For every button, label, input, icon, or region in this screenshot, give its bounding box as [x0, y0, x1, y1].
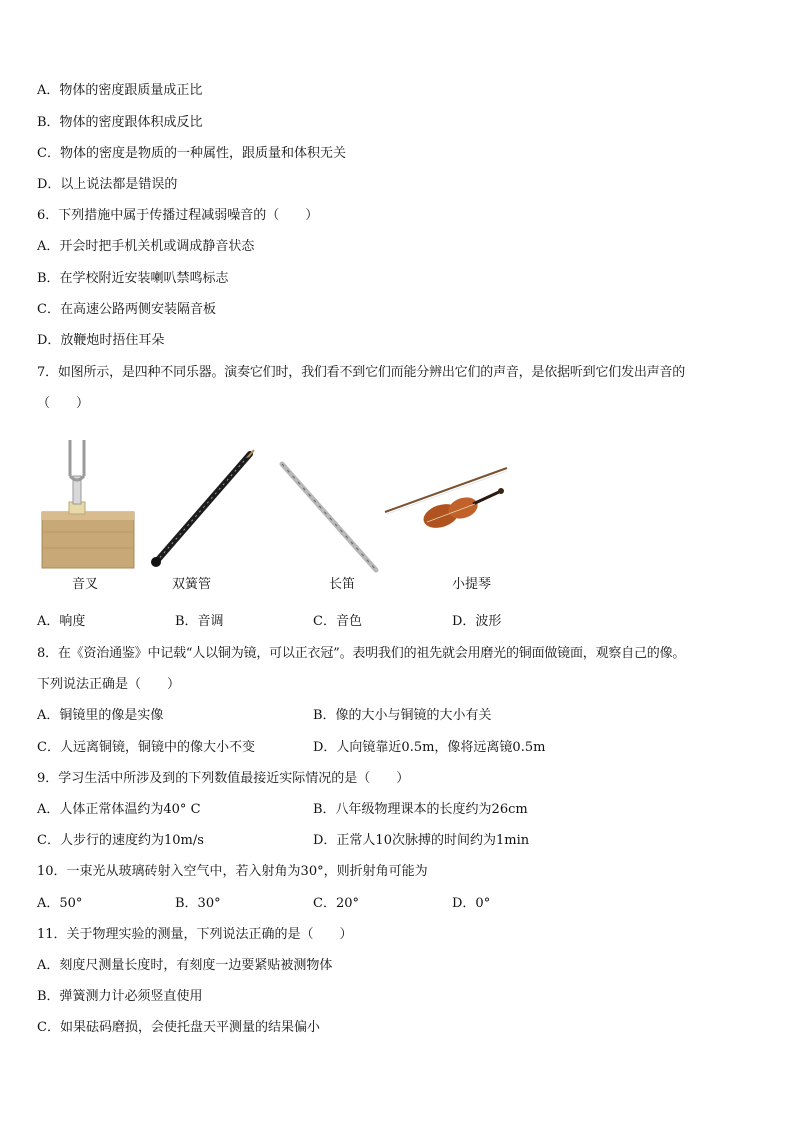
q5-option-d: D．以上说法都是错误的 [37, 177, 178, 192]
q5-option-a: A．物体的密度跟质量成正比 [37, 83, 203, 98]
caption-flute: 长笛 [329, 577, 356, 592]
q5-option-b: B．物体的密度跟体积成反比 [37, 115, 203, 130]
q7-stem: 7．如图所示，是四种不同乐器。演奏它们时，我们看不到它们而能分辨出它们的声音，是依据听到它们发出声音的 [37, 365, 686, 380]
q9-option-a: A．人体正常体温约为40° C [37, 802, 201, 817]
q10-option-d: D．0° [452, 896, 491, 911]
q6-option-c: C．在高速公路两侧安装隔音板 [37, 302, 216, 317]
q8-option-b: B．像的大小与铜镜的大小有关 [313, 708, 492, 723]
q10-option-b: B．30° [175, 896, 221, 911]
q7-option-b: B．音调 [175, 614, 224, 629]
q8-stem: 8．在《资治通鉴》中记载“人以铜为镜，可以正衣冠”。表明我们的祖先就会用磨光的铜面做镜面，观察自己的像。 [37, 646, 686, 661]
q8-option-a: A．铜镜里的像是实像 [37, 708, 164, 723]
flute-image [278, 460, 382, 576]
q11-option-a: A．刻度尺测量长度时，有刻度一边要紧贴被测物体 [37, 958, 333, 973]
q6-option-d: D．放鞭炮时捂住耳朵 [37, 333, 165, 348]
q6-option-a: A．开会时把手机关机或调成静音状态 [37, 239, 255, 254]
q9-option-c: C．人步行的速度约为10m/s [37, 833, 204, 848]
q11-option-b: B．弹簧测力计必须竖直使用 [37, 989, 203, 1004]
q7-stem-continued: （ ） [37, 396, 90, 411]
q6-option-b: B．在学校附近安装喇叭禁鸣标志 [37, 271, 229, 286]
caption-violin: 小提琴 [452, 577, 492, 592]
violin-image [383, 462, 511, 538]
tuning-fork-image [40, 436, 136, 570]
q9-stem: 9．学习生活中所涉及到的下列数值最接近实际情况的是（ ） [37, 771, 410, 786]
q9-option-d: D．正常人10次脉搏的时间约为1min [313, 833, 530, 848]
q9-option-b: B．八年级物理课本的长度约为26cm [313, 802, 528, 817]
q6-stem: 6．下列措施中属于传播过程减弱噪音的（ ） [37, 208, 319, 223]
q8-option-c: C．人远离铜镜，铜镜中的像大小不变 [37, 740, 255, 755]
caption-tuning-fork: 音叉 [72, 577, 99, 592]
q11-stem: 11．关于物理实验的测量，下列说法正确的是（ ） [37, 927, 353, 942]
q7-option-c: C．音色 [313, 614, 362, 629]
q7-option-d: D．波形 [452, 614, 502, 629]
q8-option-d: D．人向镜靠近0.5m，像将远离镜0.5m [313, 740, 546, 755]
caption-oboe: 双簧管 [172, 577, 212, 592]
q7-option-a: A．响度 [37, 614, 86, 629]
q11-option-c: C．如果砝码磨损，会使托盘天平测量的结果偏小 [37, 1020, 320, 1035]
q10-option-c: C．20° [313, 896, 359, 911]
q5-option-c: C．物体的密度是物质的一种属性，跟质量和体积无关 [37, 146, 346, 161]
q10-option-a: A．50° [37, 896, 83, 911]
q10-stem: 10．一束光从玻璃砖射入空气中，若入射角为30°，则折射角可能为 [37, 864, 428, 879]
q8-stem-continued: 下列说法正确是（ ） [37, 677, 181, 692]
oboe-image [148, 448, 256, 570]
